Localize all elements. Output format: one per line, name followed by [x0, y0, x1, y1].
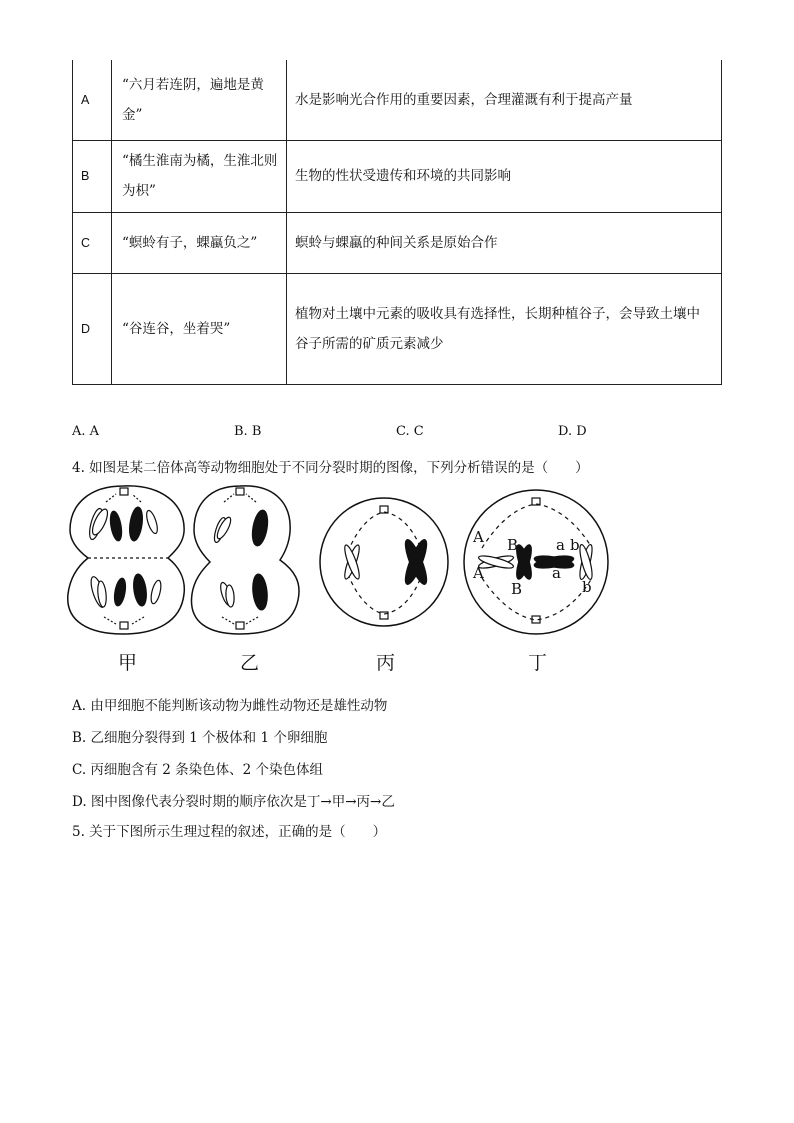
row-quote: “谷连谷，坐着哭” — [112, 273, 287, 384]
gene-label: B — [511, 580, 523, 598]
row-key: C — [73, 212, 112, 273]
cell-division-figure — [66, 482, 626, 642]
row-explanation: 螟蛉与蜾蠃的种间关系是原始合作 — [287, 212, 722, 273]
row-explanation: 生物的性状受遗传和环境的共同影响 — [287, 140, 722, 212]
cell-bing — [320, 498, 448, 626]
row-key: D — [73, 273, 112, 384]
caption-ding: 丁 — [528, 652, 548, 674]
caption-jia: 甲 — [118, 652, 138, 674]
row-key: A — [73, 60, 112, 140]
q4-option-a[interactable]: A. 由甲细胞不能判断该动物为雌性动物还是雄性动物 — [72, 698, 388, 714]
row-explanation: 植物对土壤中元素的吸收具有选择性，长期种植谷子，会导致土壤中谷子所需的矿质元素减少 — [287, 273, 722, 384]
row-quote: “橘生淮南为橘，生淮北则为枳” — [112, 140, 287, 212]
q4-option-d[interactable]: D. 图中图像代表分裂时期的顺序依次是丁→甲→丙→乙 — [72, 794, 395, 810]
gene-label: b — [582, 578, 592, 596]
option-d[interactable]: D. D — [558, 424, 587, 439]
table-row — [73, 60, 722, 140]
cell-yi — [191, 486, 299, 634]
table-row — [73, 212, 722, 273]
option-a[interactable]: A. A — [72, 424, 100, 439]
answer-table — [72, 60, 722, 385]
q4-stem: 4. 如图是某二倍体高等动物细胞处于不同分裂时期的图像，下列分析错误的是（ ） — [72, 460, 589, 476]
gene-label: a — [556, 536, 565, 554]
gene-label: a — [552, 564, 561, 582]
gene-label: A — [473, 564, 484, 582]
gene-label: A — [473, 528, 484, 546]
row-quote: “六月若连阴，遍地是黄金” — [112, 60, 287, 140]
option-b[interactable]: B. B — [234, 424, 262, 439]
q5-stem: 5. 关于下图所示生理过程的叙述，正确的是（ ） — [72, 824, 387, 840]
row-explanation: 水是影响光合作用的重要因素，合理灌溉有利于提高产量 — [287, 60, 722, 140]
row-key: B — [73, 140, 112, 212]
cell-jia — [68, 486, 185, 634]
gene-label: B — [507, 536, 519, 554]
caption-bing: 丙 — [376, 652, 396, 674]
q4-option-c[interactable]: C. 丙细胞含有 2 条染色体、2 个染色体组 — [72, 762, 323, 778]
table-row — [73, 273, 722, 384]
table-row — [73, 140, 722, 212]
caption-yi: 乙 — [240, 652, 260, 674]
q4-option-b[interactable]: B. 乙细胞分裂得到 1 个极体和 1 个卵细胞 — [72, 730, 328, 746]
row-quote: “螟蛉有子，蜾蠃负之” — [112, 212, 287, 273]
option-c[interactable]: C. C — [396, 424, 424, 439]
gene-label: b — [570, 536, 580, 554]
cell-ding — [464, 490, 608, 634]
